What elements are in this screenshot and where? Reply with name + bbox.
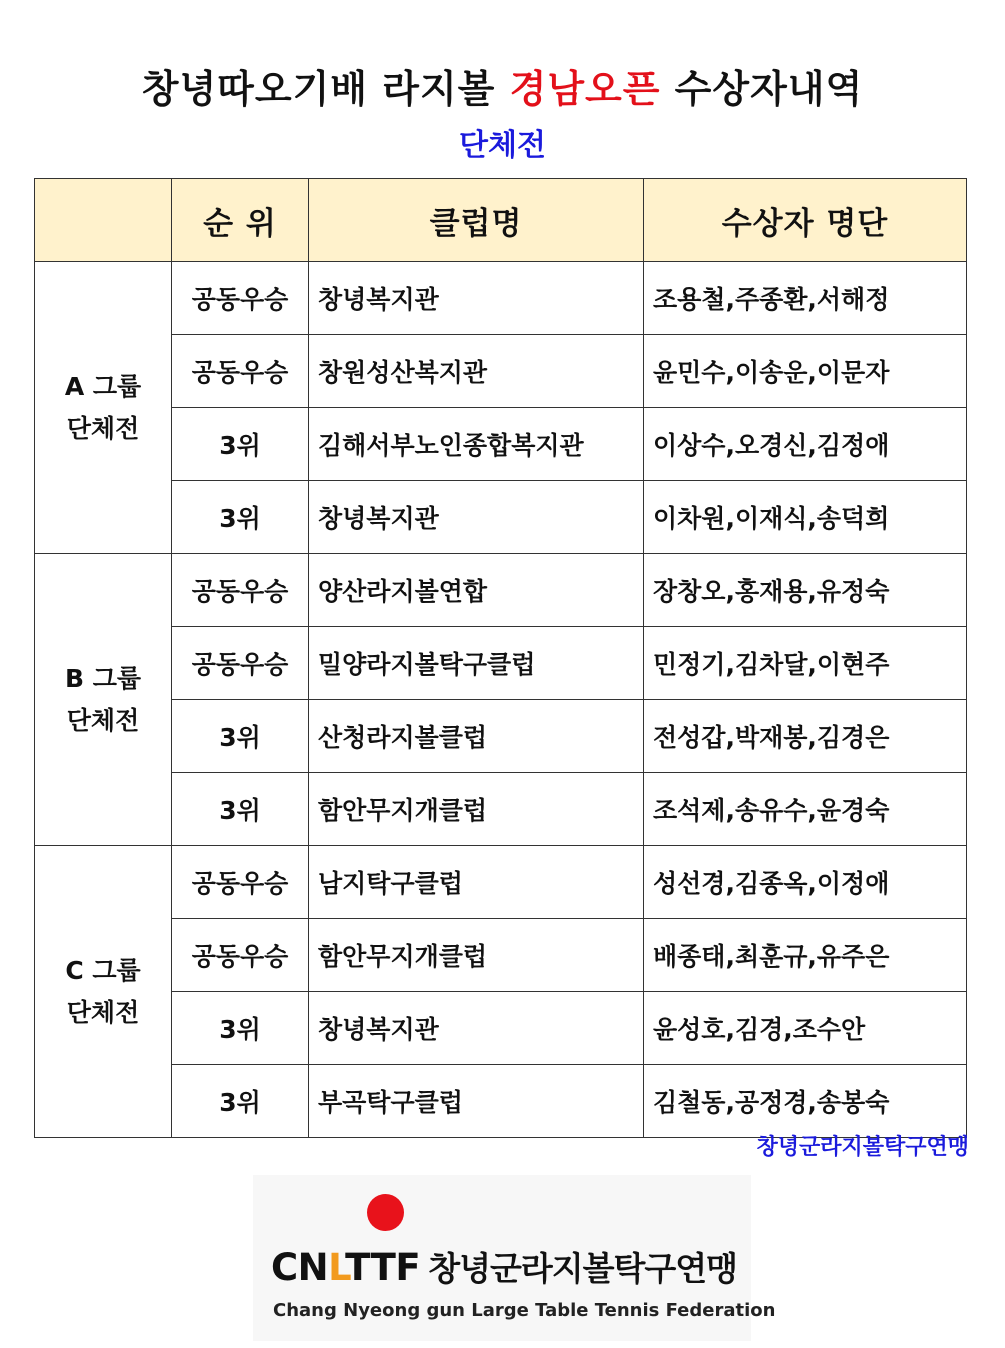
table-row — [35, 408, 967, 481]
club-cell: 양산라지볼연합 — [309, 554, 644, 627]
rank-cell: 3위 — [172, 1065, 309, 1138]
logo-korean-name: 창녕군라지볼탁구연맹 — [428, 1249, 737, 1288]
group-label: A 그룹 — [64, 371, 142, 401]
table-row — [35, 846, 967, 919]
names-cell: 김철동,공정경,송봉숙 — [644, 1065, 967, 1138]
group-label: C 그룹 — [65, 955, 141, 985]
subtitle: 단체전 — [459, 128, 546, 163]
rank-cell: 공동우승 — [172, 846, 309, 919]
table-row — [35, 554, 967, 627]
group-sublabel: 단체전 — [66, 705, 140, 735]
group-sublabel: 단체전 — [66, 413, 140, 443]
logo-title — [271, 1243, 737, 1290]
group-label: B 그룹 — [64, 663, 142, 693]
table-row — [35, 992, 967, 1065]
header-row — [35, 179, 967, 262]
names-cell: 이상수,오경신,김정애 — [644, 408, 967, 481]
rank-cell: 공동우승 — [172, 554, 309, 627]
club-cell: 창녕복지관 — [309, 992, 644, 1065]
rank-cell: 공동우승 — [172, 919, 309, 992]
table-row — [35, 481, 967, 554]
header-club: 클럽명 — [309, 179, 644, 262]
club-cell: 함안무지개클럽 — [309, 919, 644, 992]
group-cell-a — [35, 262, 172, 554]
page-title — [0, 58, 1005, 113]
title-part1: 창녕따오기배 라지볼 — [141, 67, 510, 111]
rank-cell: 공동우승 — [172, 627, 309, 700]
rank-cell: 3위 — [172, 408, 309, 481]
table-row — [35, 919, 967, 992]
club-cell: 밀양라지볼탁구클럽 — [309, 627, 644, 700]
names-cell: 조석제,송유수,윤경숙 — [644, 773, 967, 846]
logo-abbr-c: TTF — [345, 1246, 421, 1289]
club-cell: 남지탁구클럽 — [309, 846, 644, 919]
table-row — [35, 773, 967, 846]
logo-abbr-a: CN — [271, 1246, 329, 1289]
title-highlight: 경남오픈 — [509, 67, 661, 111]
names-cell: 장창오,홍재용,유정숙 — [644, 554, 967, 627]
club-cell: 부곡탁구클럽 — [309, 1065, 644, 1138]
header-rank: 순 위 — [172, 179, 309, 262]
results-table-header — [35, 179, 967, 262]
header-group — [35, 179, 172, 262]
table-row — [35, 627, 967, 700]
rank-cell: 3위 — [172, 992, 309, 1065]
table-row — [35, 1065, 967, 1138]
names-cell: 성선경,김종옥,이정애 — [644, 846, 967, 919]
club-cell: 창원성산복지관 — [309, 335, 644, 408]
results-table-body — [35, 262, 967, 1138]
group-cell-c — [35, 846, 172, 1138]
names-cell: 전성갑,박재봉,김경은 — [644, 700, 967, 773]
club-cell: 창녕복지관 — [309, 262, 644, 335]
names-cell: 이차원,이재식,송덕희 — [644, 481, 967, 554]
results-table — [34, 178, 967, 1138]
footer-organization: 창녕군라지볼탁구연맹 — [756, 1135, 969, 1160]
group-sublabel: 단체전 — [66, 997, 140, 1027]
logo-english-name: Chang Nyeong gun Large Table Tennis Federation — [273, 1300, 776, 1321]
club-cell: 산청라지볼클럽 — [309, 700, 644, 773]
names-cell: 조용철,주종환,서해정 — [644, 262, 967, 335]
table-row — [35, 335, 967, 408]
red-dot-icon — [367, 1194, 404, 1231]
names-cell: 배종태,최훈규,유주은 — [644, 919, 967, 992]
names-cell: 윤민수,이송운,이문자 — [644, 335, 967, 408]
group-cell-b — [35, 554, 172, 846]
club-cell: 함안무지개클럽 — [309, 773, 644, 846]
federation-logo — [253, 1175, 776, 1341]
table-row — [35, 262, 967, 335]
rank-cell: 3위 — [172, 481, 309, 554]
rank-cell: 3위 — [172, 700, 309, 773]
table-row — [35, 700, 967, 773]
logo-abbr-b: L — [328, 1246, 346, 1289]
header-names: 수상자 명단 — [644, 179, 967, 262]
club-cell: 창녕복지관 — [309, 481, 644, 554]
club-cell: 김해서부노인종합복지관 — [309, 408, 644, 481]
title-part2: 수상자내역 — [660, 67, 864, 111]
rank-cell: 공동우승 — [172, 335, 309, 408]
rank-cell: 공동우승 — [172, 262, 309, 335]
names-cell: 민정기,김차달,이현주 — [644, 627, 967, 700]
names-cell: 윤성호,김경,조수안 — [644, 992, 967, 1065]
rank-cell: 3위 — [172, 773, 309, 846]
